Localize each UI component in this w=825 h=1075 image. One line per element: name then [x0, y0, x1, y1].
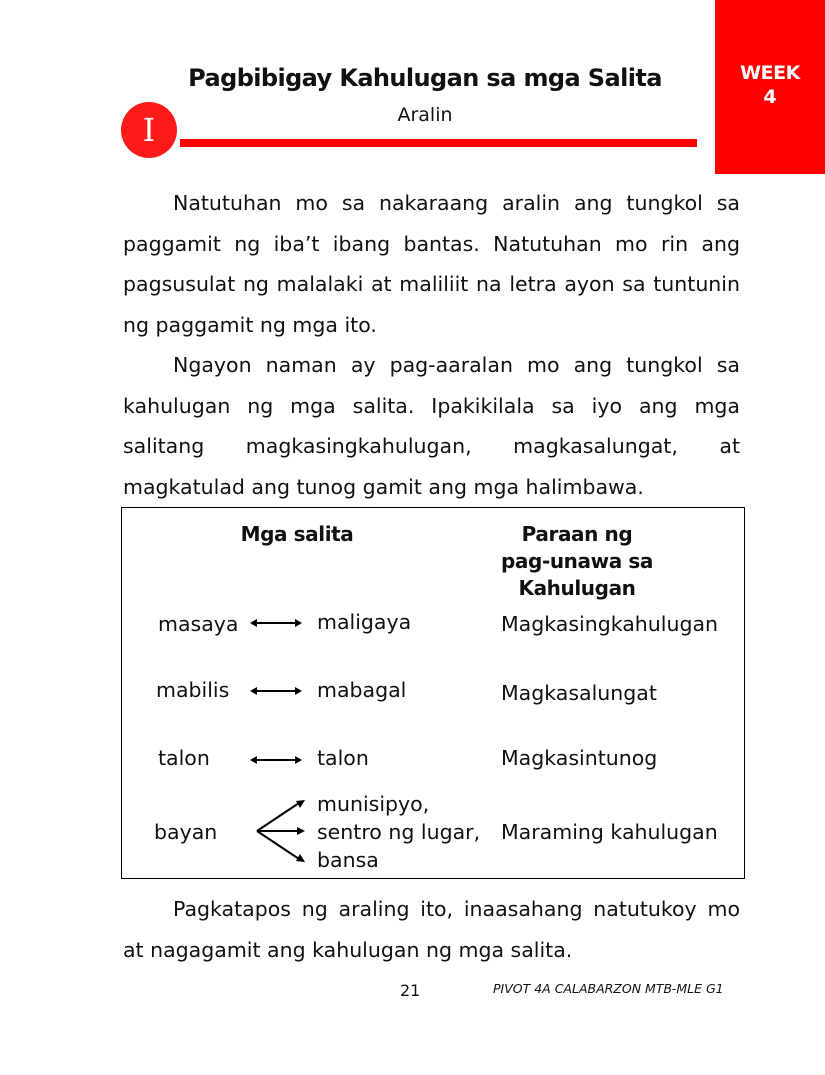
page-number: 21: [400, 981, 421, 1000]
footer-credit: PIVOT 4A CALABARZON MTB-MLE G1: [493, 981, 724, 996]
table-row-type: Magkasingkahulugan: [501, 612, 719, 636]
table-row-word: masaya: [158, 612, 239, 636]
section-letter-badge: I: [121, 102, 177, 158]
branching-arrow-icon: [254, 798, 306, 864]
objective-paragraph: Pagkatapos ng araling ito, inaasahang natutukoy mo at nagagamit ang kahulugan ng mga salita.: [123, 897, 740, 962]
table-row-word: talon: [158, 746, 210, 770]
page-subtitle: Aralin: [397, 104, 453, 126]
week-number: 4: [763, 86, 777, 108]
table-row-type: Maraming kahulugan: [501, 820, 718, 844]
table-row-type: Magkasintunog: [501, 746, 658, 770]
double-arrow-icon: [250, 754, 302, 766]
lesson-paragraph: Ngayon naman ay pag-aaralan mo ang tungkol sa kahulugan ng mga salita. Ipakikilala sa iyo ang mga salitang magkasingkahulugan, magkasalungat, at magkatulad ang tunog gamit ang mga halimbawa.: [123, 353, 740, 499]
intro-paragraph: Natutuhan mo sa nakaraang aralin ang tungkol sa paggamit ng iba’t ibang bantas. Natutuhan mo rin ang pagsusulat ng malalaki at maliliit na letra ayon sa tuntunin ng paggamit ng mga ito.: [123, 191, 740, 337]
table-row-word: mabilis: [156, 678, 230, 702]
header-words: Mga salita: [240, 522, 354, 546]
table-row-pair-line: munisipyo,: [317, 792, 430, 816]
table-row-word: bayan: [154, 820, 218, 844]
page-title: Pagbibigay Kahulugan sa mga Salita: [188, 64, 662, 92]
double-arrow-icon: [250, 685, 302, 697]
examples-table: [121, 507, 745, 879]
table-row-type: Magkasalungat: [501, 681, 657, 705]
header-meaning-line2: pag-unawa sa: [501, 549, 653, 573]
header-meaning-line1: Paraan ng: [521, 522, 633, 546]
table-row-pair-line: bansa: [317, 848, 379, 872]
table-row-pair-line: sentro ng lugar,: [317, 820, 481, 844]
table-row-pair: talon: [317, 746, 369, 770]
table-row-pair: mabagal: [317, 678, 407, 702]
table-row-pair: maligaya: [317, 610, 412, 634]
header-meaning-line3: Kahulugan: [518, 576, 636, 600]
double-arrow-icon: [250, 617, 302, 629]
week-tab: [715, 0, 825, 174]
week-label: WEEK: [740, 62, 800, 84]
title-divider: [180, 139, 697, 147]
